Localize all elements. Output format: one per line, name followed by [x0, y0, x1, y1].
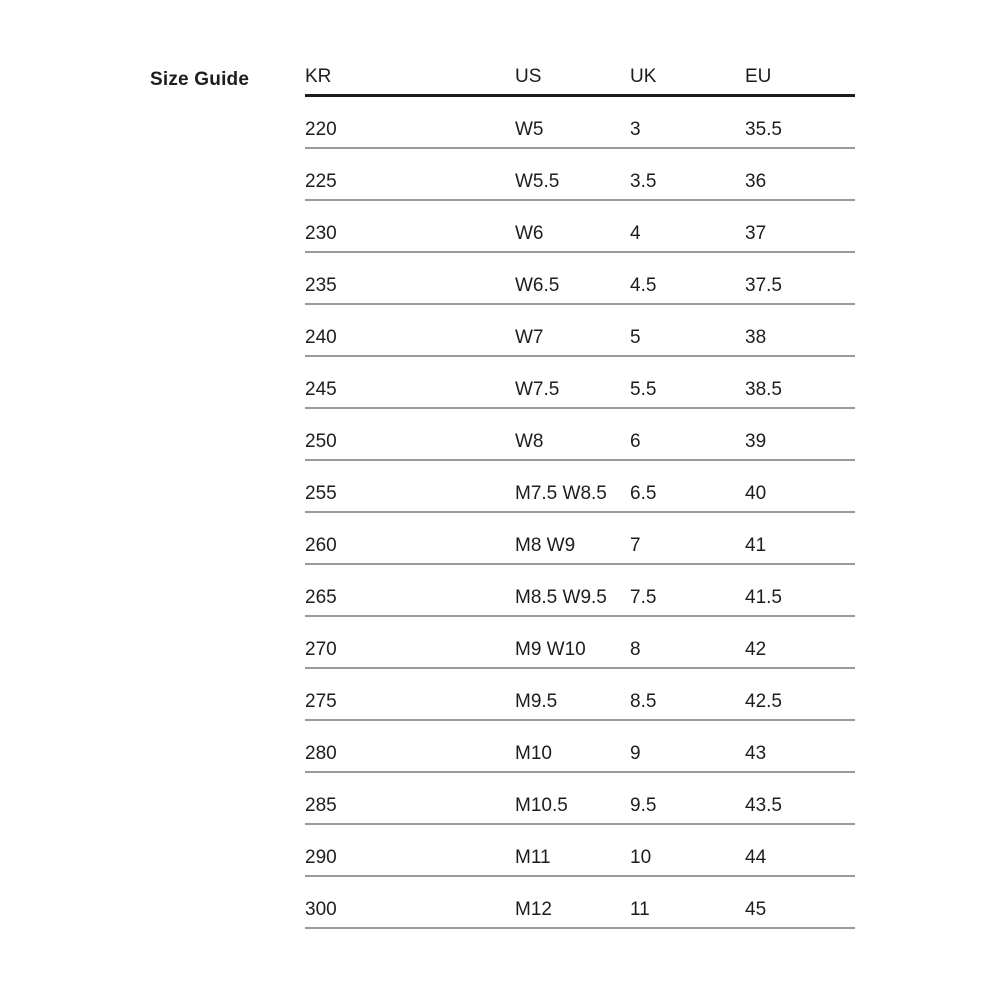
- table-cell-us: W6.5: [515, 275, 560, 296]
- table-cell-uk: 11: [630, 899, 650, 920]
- table-row: [305, 877, 855, 929]
- table-cell-us: M11: [515, 847, 551, 868]
- table-cell-eu: 38.5: [745, 379, 782, 400]
- table-cell-uk: 4: [630, 223, 641, 244]
- table-row: [305, 149, 855, 201]
- table-row: [305, 513, 855, 565]
- table-cell-kr: 225: [305, 171, 337, 192]
- table-row: [305, 773, 855, 825]
- table-cell-kr: 300: [305, 899, 337, 920]
- table-cell-kr: 290: [305, 847, 337, 868]
- table-cell-us: M12: [515, 899, 552, 920]
- table-row: [305, 565, 855, 617]
- table-cell-us: W5.5: [515, 171, 560, 192]
- table-cell-us: M10: [515, 743, 552, 764]
- table-cell-kr: 250: [305, 431, 337, 452]
- table-cell-eu: 43.5: [745, 795, 782, 816]
- table-cell-eu: 40: [745, 483, 767, 504]
- table-cell-eu: 43: [745, 743, 767, 764]
- table-cell-kr: 255: [305, 483, 337, 504]
- table-row: [305, 409, 855, 461]
- table-cell-uk: 10: [630, 847, 652, 868]
- table-cell-us: W7: [515, 327, 544, 348]
- table-cell-kr: 235: [305, 275, 337, 296]
- table-cell-us: M8 W9: [515, 535, 576, 556]
- table-cell-eu: 36: [745, 171, 767, 192]
- table-cell-kr: 280: [305, 743, 337, 764]
- table-row: [305, 721, 855, 773]
- table-cell-uk: 9.5: [630, 795, 657, 816]
- table-cell-uk: 6: [630, 431, 641, 452]
- table-cell-us: M9 W10: [515, 639, 586, 660]
- table-cell-eu: 44: [745, 847, 767, 868]
- table-cell-us: W6: [515, 223, 544, 244]
- table-cell-eu: 42: [745, 639, 767, 660]
- header-cell-us: US: [515, 66, 542, 87]
- table-cell-eu: 37: [745, 223, 767, 244]
- table-cell-eu: 38: [745, 327, 767, 348]
- table-cell-uk: 6.5: [630, 483, 657, 504]
- table-row: [305, 357, 855, 409]
- table-cell-kr: 275: [305, 691, 337, 712]
- table-cell-uk: 9: [630, 743, 641, 764]
- table-row: [305, 461, 855, 513]
- table-cell-kr: 265: [305, 587, 337, 608]
- table-cell-eu: 41: [745, 535, 767, 556]
- table-row: [305, 253, 855, 305]
- table-cell-uk: 8.5: [630, 691, 657, 712]
- table-cell-kr: 270: [305, 639, 337, 660]
- table-cell-kr: 220: [305, 119, 337, 140]
- table-cell-kr: 240: [305, 327, 337, 348]
- table-cell-eu: 35.5: [745, 119, 782, 140]
- table-cell-uk: 3.5: [630, 171, 657, 192]
- table-cell-us: M8.5 W9.5: [515, 587, 607, 608]
- table-cell-us: W8: [515, 431, 544, 452]
- table-row: [305, 825, 855, 877]
- size-guide-title: Size Guide: [150, 69, 250, 90]
- table-cell-us: W7.5: [515, 379, 560, 400]
- table-cell-uk: 7.5: [630, 587, 657, 608]
- table-cell-kr: 260: [305, 535, 337, 556]
- table-cell-eu: 45: [745, 899, 767, 920]
- table-row: [305, 669, 855, 721]
- table-row: [305, 97, 855, 149]
- table-cell-uk: 4.5: [630, 275, 657, 296]
- table-cell-kr: 245: [305, 379, 337, 400]
- table-cell-eu: 41.5: [745, 587, 782, 608]
- table-cell-us: M7.5 W8.5: [515, 483, 607, 504]
- table-cell-kr: 230: [305, 223, 337, 244]
- table-row: [305, 305, 855, 357]
- table-cell-uk: 8: [630, 639, 641, 660]
- table-cell-us: M9.5: [515, 691, 558, 712]
- table-cell-uk: 5.5: [630, 379, 657, 400]
- table-cell-uk: 3: [630, 119, 641, 140]
- table-cell-kr: 285: [305, 795, 337, 816]
- table-row: [305, 617, 855, 669]
- table-body: [305, 97, 855, 929]
- header-cell-eu: EU: [745, 66, 772, 87]
- table-cell-eu: 42.5: [745, 691, 782, 712]
- table-cell-eu: 39: [745, 431, 767, 452]
- table-cell-us: M10.5: [515, 795, 568, 816]
- table-header-row: [305, 60, 855, 97]
- table-cell-uk: 5: [630, 327, 641, 348]
- header-cell-uk: UK: [630, 66, 657, 87]
- table-cell-eu: 37.5: [745, 275, 782, 296]
- table-row: [305, 201, 855, 253]
- table-cell-uk: 7: [630, 535, 641, 556]
- size-table: [305, 60, 855, 929]
- table-cell-us: W5: [515, 119, 544, 140]
- header-cell-kr: KR: [305, 66, 332, 87]
